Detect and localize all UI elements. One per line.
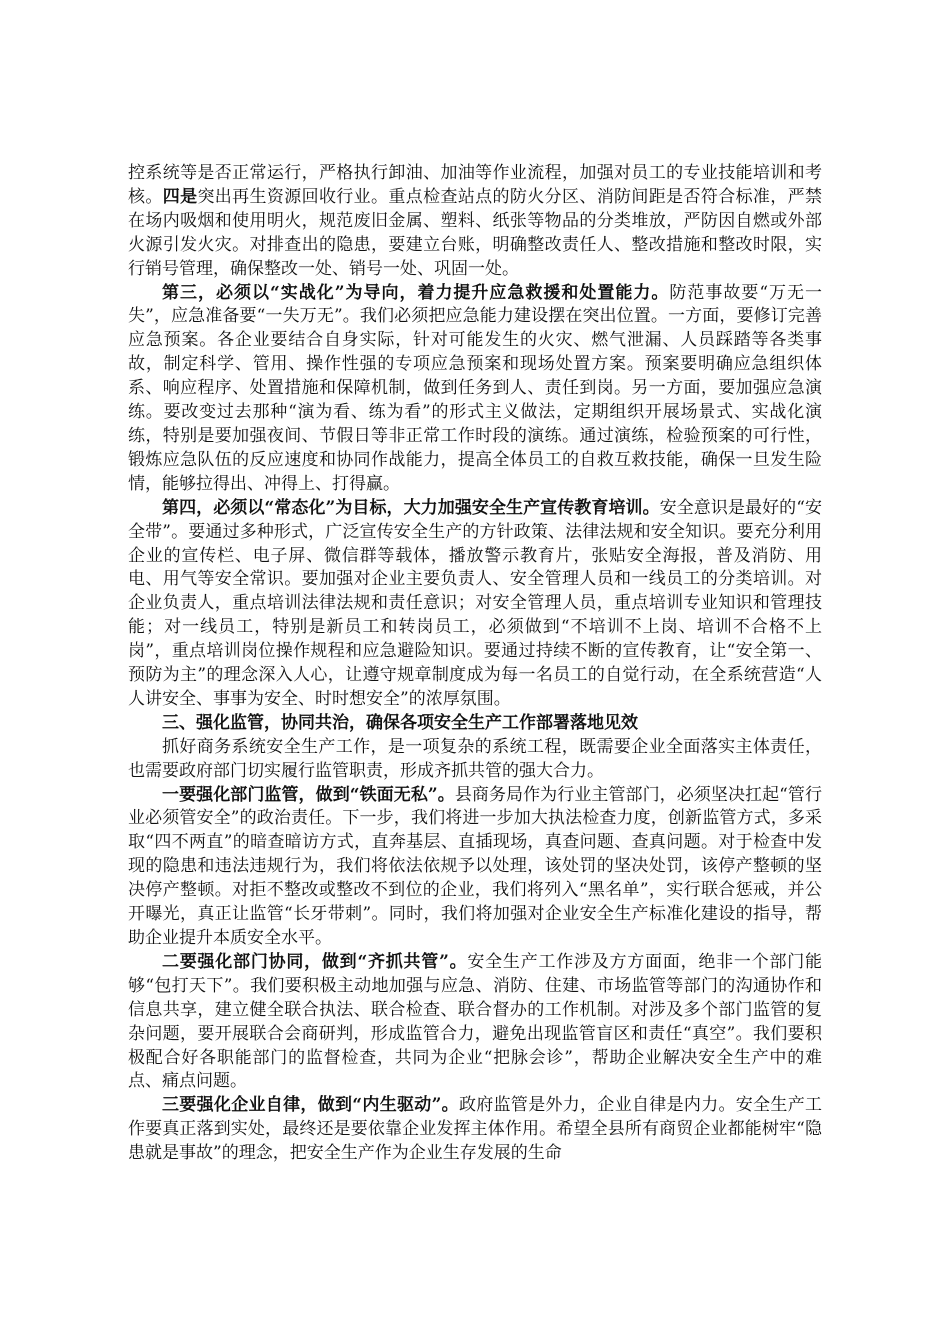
text-run: 抓好商务系统安全生产工作，是一项复杂的系统工程，既需要企业全面落实主体责任，也需要政府部门切实履行监管职责，形成齐抓共管的强大合力。 [128,736,822,781]
paragraph-item-one [128,784,822,951]
section-heading [128,712,822,736]
paragraph-item-two [128,951,822,1094]
paragraph-section-intro [128,736,822,784]
bold-lead: 四是 [162,186,198,207]
text-run: 防范事故要“万无一失”，应急准备要“一失万无”。我们必须把应急能力建设摆在突出位置。一方面，要修订完善应急预案。各企业要结合自身实际，针对可能发生的火灾、燃气泄漏、人员踩踏等各类事故，制定科学、管用、操作性强的专项应急预案和现场处置方案。预案要明确应急组织体系、响应程序、处置措施和保障机制，做到任务到人、责任到岗。另一方面，要加强应急演练。要改变过去那种“演为看、练为看”的形式主义做法，定期组织开展场景式、实战化演练，特别是要加强夜间、节假日等非正常工作时段的演练。通过演练，检验预案的可行性，锻炼应急队伍的反应速度和协同作战能力，提高全体员工的自救互救技能，确保一旦发生险情，能够拉得出、冲得上、打得赢。 [128,282,822,494]
paragraph-third-point [128,282,822,497]
heading-text: 三、强化监管，协同共治，确保各项安全生产工作部署落地见效 [162,712,638,733]
text-run: 县商务局作为行业主管部门，必须坚决扛起“管行业必须管安全”的政治责任。下一步，我们将进一步加大执法检查力度，创新监管方式，多采取“四不两直”的暗查暗访方式，直奔基层、直插现场，真查问题、查真问题。对于检查中发现的隐患和违法违规行为，我们将依法依规予以处理，该处罚的坚决处罚，该停产整顿的坚决停产整顿。对拒不整改或整改不到位的企业，我们将列入“黑名单”，实行联合惩戒，并公开曝光，真正让监管“长牙带刺”。同时，我们将加强对企业安全生产标准化建设的指导，帮助企业提升本质安全水平。 [128,784,822,948]
bold-lead: 二要强化部门协同，做到“齐抓共管”。 [162,951,468,972]
paragraph-continuation [128,162,822,282]
bold-lead: 第四，必须以“常态化”为目标，大力加强安全生产宣传教育培训。 [162,497,660,518]
text-run: 安全生产工作涉及方方面面，绝非一个部门能够“包打天下”。我们要积极主动地加强与应急、消防、住建、市场监管等部门的沟通协作和信息共享，建立健全联合执法、联合检查、联合督办的工作机制。对涉及多个部门监管的复杂问题，要开展联合会商研判，形成监管合力，避免出现监管盲区和责任“真空”。我们要积极配合好各职能部门的监督检查，共同为企业“把脉会诊”，帮助企业解决安全生产中的难点、痛点问题。 [128,951,822,1092]
text-run: 政府监管是外力，企业自律是内力。安全生产工作要真正落到实处，最终还是要依靠企业发挥主体作用。希望全县所有商贸企业都能树牢“隐患就是事故”的理念，把安全生产作为企业生存发展的生命 [128,1095,823,1164]
document-body [128,162,822,1166]
bold-lead: 一要强化部门监管，做到“铁面无私”。 [162,784,455,805]
paragraph-item-three [128,1094,822,1166]
text-run: 安全意识是最好的“安全带”。要通过多种形式，广泛宣传安全生产的方针政策、法律法规和安全知识。要充分利用企业的宣传栏、电子屏、微信群等载体，播放警示教育片，张贴安全海报，普及消防、用电、用气等安全常识。要加强对企业主要负责人、安全管理人员和一线员工的分类培训。对企业负责人，重点培训法律法规和责任意识；对安全管理人员，重点培训专业知识和管理技能；对一线员工，特别是新员工和转岗员工，必须做到“不培训不上岗、培训不合格不上岗”，重点培训岗位操作规程和应急避险知识。要通过持续不断的宣传教育，让“安全第一、预防为主”的理念深入人心，让遵守规章制度成为每一名员工的自觉行动，在全系统营造“人人讲安全、事事为安全、时时想安全”的浓厚氛围。 [128,497,822,709]
paragraph-fourth-point [128,497,822,712]
text-run: 控系统等是否正常运行，严格执行卸油、加油等作业流程，加强对员工的专业技能培训和考核。 [128,163,822,207]
bold-lead: 第三，必须以“实战化”为导向，着力提升应急救援和处置能力。 [162,282,670,303]
text-run: 突出再生资源回收行业。重点检查站点的防火分区、消防间距是否符合标准，严禁在场内吸烟和使用明火，规范废旧金属、塑料、纸张等物品的分类堆放，严防因自燃或外部火源引发火灾。对排查出的隐患，要建立台账，明确整改责任人、整改措施和整改时限，实行销号管理，确保整改一处、销号一处、巩固一处。 [128,186,822,279]
bold-lead: 三要强化企业自律，做到“内生驱动”。 [162,1095,459,1116]
